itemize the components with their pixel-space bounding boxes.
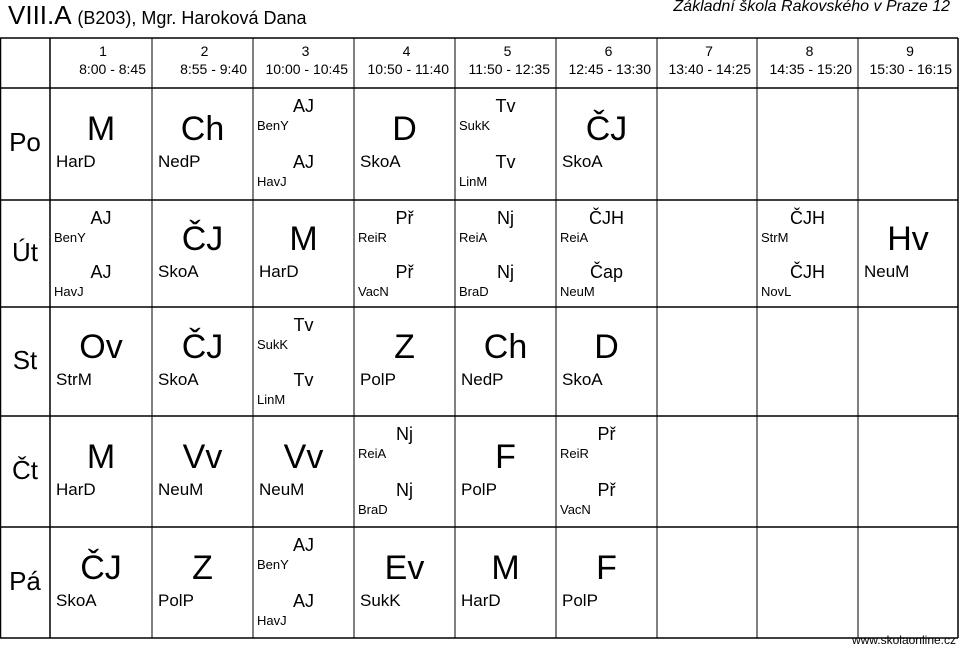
period-header-5 bbox=[455, 42, 556, 78]
lesson-subject: Ch bbox=[180, 110, 225, 148]
lesson-teacher: ReiA bbox=[358, 446, 387, 461]
lesson-subject: Nj bbox=[497, 208, 514, 228]
lesson-subject: Nj bbox=[396, 479, 413, 500]
lesson-teacher: SkoA bbox=[562, 152, 603, 171]
lesson-subject: D bbox=[594, 327, 619, 366]
lesson-subject: Hv bbox=[887, 219, 929, 258]
lesson-subject: AJ bbox=[292, 152, 314, 172]
period-header-1 bbox=[50, 42, 152, 78]
lesson-teacher: NeuM bbox=[259, 479, 305, 499]
lesson-subject: Př bbox=[597, 424, 616, 444]
lesson-cell[interactable] bbox=[354, 527, 455, 638]
lesson-cell[interactable] bbox=[354, 416, 455, 527]
lesson-teacher: ReiA bbox=[459, 230, 488, 245]
lesson-teacher: StrM bbox=[761, 230, 789, 245]
lesson-teacher: LinM bbox=[257, 391, 286, 407]
lesson-subject: Nj bbox=[497, 261, 514, 282]
lesson-teacher: SukK bbox=[459, 118, 491, 133]
lesson-cell[interactable] bbox=[50, 200, 152, 307]
lesson-subject: Tv bbox=[293, 369, 314, 390]
lesson-teacher: SkoA bbox=[158, 369, 199, 389]
lesson-subject: Tv bbox=[495, 152, 516, 172]
period-number: 6 bbox=[604, 43, 613, 59]
lesson-cell[interactable] bbox=[253, 527, 354, 638]
period-time: 12:45 - 13:30 bbox=[568, 61, 651, 77]
lesson-subject: ČJH bbox=[790, 208, 825, 228]
period-number: 1 bbox=[99, 43, 107, 59]
lesson-subject: Př bbox=[395, 208, 414, 228]
lesson-cell[interactable] bbox=[455, 200, 556, 307]
period-time: 8:55 - 9:40 bbox=[180, 61, 247, 77]
lesson-cell[interactable] bbox=[152, 307, 253, 416]
footer-link[interactable]: www.skolaonline.cz bbox=[851, 633, 956, 647]
lesson-subject: M bbox=[289, 219, 318, 258]
lesson-teacher: HavJ bbox=[257, 612, 287, 628]
lesson-subject: ČJH bbox=[589, 208, 624, 228]
lesson-subject: F bbox=[596, 548, 617, 587]
lesson-subject: F bbox=[495, 437, 516, 476]
lesson-teacher: LinM bbox=[459, 174, 488, 189]
class-title bbox=[8, 0, 307, 35]
lesson-cell[interactable] bbox=[354, 200, 455, 307]
lesson-teacher: NeuM bbox=[864, 261, 910, 281]
lesson-teacher: SukK bbox=[257, 337, 289, 352]
lesson-teacher: BenY bbox=[257, 118, 289, 133]
period-number: 9 bbox=[906, 43, 914, 59]
period-header-4 bbox=[354, 42, 455, 78]
lesson-subject: AJ bbox=[90, 208, 112, 228]
lesson-cell[interactable] bbox=[253, 416, 354, 527]
lesson-cell[interactable] bbox=[50, 307, 152, 416]
lesson-teacher: BenY bbox=[54, 230, 86, 245]
day-label: Út bbox=[12, 236, 38, 267]
lesson-teacher: SukK bbox=[360, 590, 401, 610]
school-name: Základní škola Rakovského v Praze 12 bbox=[673, 0, 950, 15]
lesson-teacher: BraD bbox=[459, 283, 489, 299]
lesson-teacher: HarD bbox=[56, 479, 96, 499]
lesson-cell[interactable] bbox=[757, 200, 858, 307]
lesson-teacher: BraD bbox=[358, 501, 388, 517]
lesson-subject: M bbox=[86, 437, 116, 476]
lesson-teacher: HavJ bbox=[257, 174, 287, 189]
lesson-cell[interactable] bbox=[858, 200, 958, 307]
lesson-teacher: NovL bbox=[761, 283, 792, 299]
period-header-6 bbox=[556, 42, 657, 78]
lesson-teacher: StrM bbox=[56, 369, 92, 389]
period-time: 10:50 - 11:40 bbox=[367, 61, 449, 77]
period-time: 14:35 - 15:20 bbox=[769, 61, 852, 77]
lesson-cell[interactable] bbox=[556, 527, 657, 638]
lesson-subject: Př bbox=[597, 479, 616, 500]
day-label: Čt bbox=[12, 454, 38, 485]
period-number: 5 bbox=[503, 43, 512, 59]
lesson-teacher: NedP bbox=[158, 152, 201, 171]
period-header-2 bbox=[152, 42, 253, 78]
lesson-subject: Vv bbox=[283, 437, 324, 476]
lesson-cell[interactable] bbox=[455, 416, 556, 527]
period-number: 3 bbox=[301, 43, 310, 59]
lesson-teacher: SkoA bbox=[158, 261, 199, 281]
period-time: 10:00 - 10:45 bbox=[265, 61, 348, 77]
lesson-teacher: PolP bbox=[158, 590, 194, 610]
lesson-teacher: SkoA bbox=[56, 590, 97, 610]
lesson-cell[interactable] bbox=[455, 307, 556, 416]
period-number: 2 bbox=[200, 43, 209, 59]
lesson-subject: ČJ bbox=[181, 327, 224, 366]
lesson-teacher: NeuM bbox=[560, 283, 595, 299]
lesson-subject: ČJH bbox=[790, 261, 825, 282]
lesson-cell[interactable] bbox=[152, 88, 253, 200]
lesson-cell[interactable] bbox=[152, 527, 253, 638]
day-label: St bbox=[12, 344, 38, 375]
lesson-cell[interactable] bbox=[253, 200, 354, 307]
lesson-subject: Ev bbox=[384, 548, 425, 587]
lesson-teacher: PolP bbox=[461, 479, 497, 499]
period-header-8 bbox=[757, 42, 858, 78]
lesson-subject: ČJ bbox=[80, 548, 122, 587]
lesson-cell[interactable] bbox=[556, 416, 657, 527]
lesson-subject: Z bbox=[192, 548, 213, 587]
lesson-cell[interactable] bbox=[152, 416, 253, 527]
lesson-subject: ČJ bbox=[181, 219, 224, 258]
lesson-subject: Ch bbox=[483, 327, 528, 366]
period-header-3 bbox=[253, 42, 354, 78]
lesson-teacher: HarD bbox=[56, 152, 96, 171]
period-time: 15:30 - 16:15 bbox=[869, 61, 952, 77]
period-time: 13:40 - 14:25 bbox=[668, 61, 751, 77]
lesson-cell[interactable] bbox=[354, 88, 455, 200]
lesson-teacher: VacN bbox=[358, 283, 389, 299]
period-time: 8:00 - 8:45 bbox=[79, 61, 146, 77]
lesson-cell[interactable] bbox=[556, 88, 657, 200]
lesson-cell[interactable] bbox=[50, 527, 152, 638]
period-number: 4 bbox=[402, 43, 411, 59]
lesson-subject: Z bbox=[394, 327, 415, 366]
lesson-subject: Ov bbox=[79, 327, 123, 366]
lesson-cell[interactable] bbox=[253, 307, 354, 416]
period-header-9 bbox=[858, 42, 958, 78]
lesson-subject: AJ bbox=[292, 96, 314, 116]
period-time: 11:50 - 12:35 bbox=[468, 61, 550, 77]
lesson-cell[interactable] bbox=[455, 527, 556, 638]
lesson-cell[interactable] bbox=[455, 88, 556, 200]
lesson-teacher: VacN bbox=[560, 501, 591, 517]
lesson-teacher: SkoA bbox=[360, 152, 401, 171]
lesson-subject: M bbox=[86, 110, 116, 148]
lesson-subject: ČJ bbox=[585, 110, 628, 148]
room-teacher: (B203), Mgr. Haroková Dana bbox=[77, 8, 307, 28]
lesson-teacher: HarD bbox=[259, 261, 299, 281]
lesson-subject: Tv bbox=[293, 315, 314, 335]
lesson-cell[interactable] bbox=[50, 88, 152, 200]
lesson-cell[interactable] bbox=[253, 88, 354, 200]
lesson-subject: Tv bbox=[495, 96, 516, 116]
class-name: VIII.A bbox=[8, 0, 71, 30]
lesson-cell[interactable] bbox=[152, 200, 253, 307]
lesson-teacher: HavJ bbox=[54, 283, 84, 299]
lesson-teacher: NedP bbox=[461, 369, 504, 389]
lesson-subject: Vv bbox=[182, 437, 223, 476]
period-number: 8 bbox=[805, 43, 814, 59]
lesson-subject: AJ bbox=[292, 590, 314, 611]
lesson-subject: AJ bbox=[292, 535, 314, 555]
lesson-subject: AJ bbox=[90, 261, 112, 282]
lesson-cell[interactable] bbox=[50, 416, 152, 527]
lesson-subject: M bbox=[491, 548, 520, 587]
lesson-cell[interactable] bbox=[556, 200, 657, 307]
lesson-subject: D bbox=[392, 110, 417, 148]
lesson-subject: Nj bbox=[396, 424, 413, 444]
lesson-teacher: PolP bbox=[562, 590, 598, 610]
day-label: Pá bbox=[9, 565, 41, 596]
lesson-subject: Př bbox=[395, 261, 414, 282]
lesson-teacher: SkoA bbox=[562, 369, 603, 389]
lesson-teacher: BenY bbox=[257, 557, 289, 572]
day-label: Po bbox=[9, 127, 41, 157]
period-header-7 bbox=[657, 42, 757, 78]
period-number: 7 bbox=[705, 43, 713, 59]
lesson-teacher: ReiR bbox=[560, 446, 589, 461]
lesson-teacher: NeuM bbox=[158, 479, 204, 499]
lesson-teacher: HarD bbox=[461, 590, 501, 610]
lesson-cell[interactable] bbox=[354, 307, 455, 416]
lesson-teacher: ReiR bbox=[358, 230, 387, 245]
lesson-teacher: ReiA bbox=[560, 230, 589, 245]
lesson-subject: Čap bbox=[589, 261, 624, 282]
lesson-cell[interactable] bbox=[556, 307, 657, 416]
lesson-teacher: PolP bbox=[360, 369, 396, 389]
